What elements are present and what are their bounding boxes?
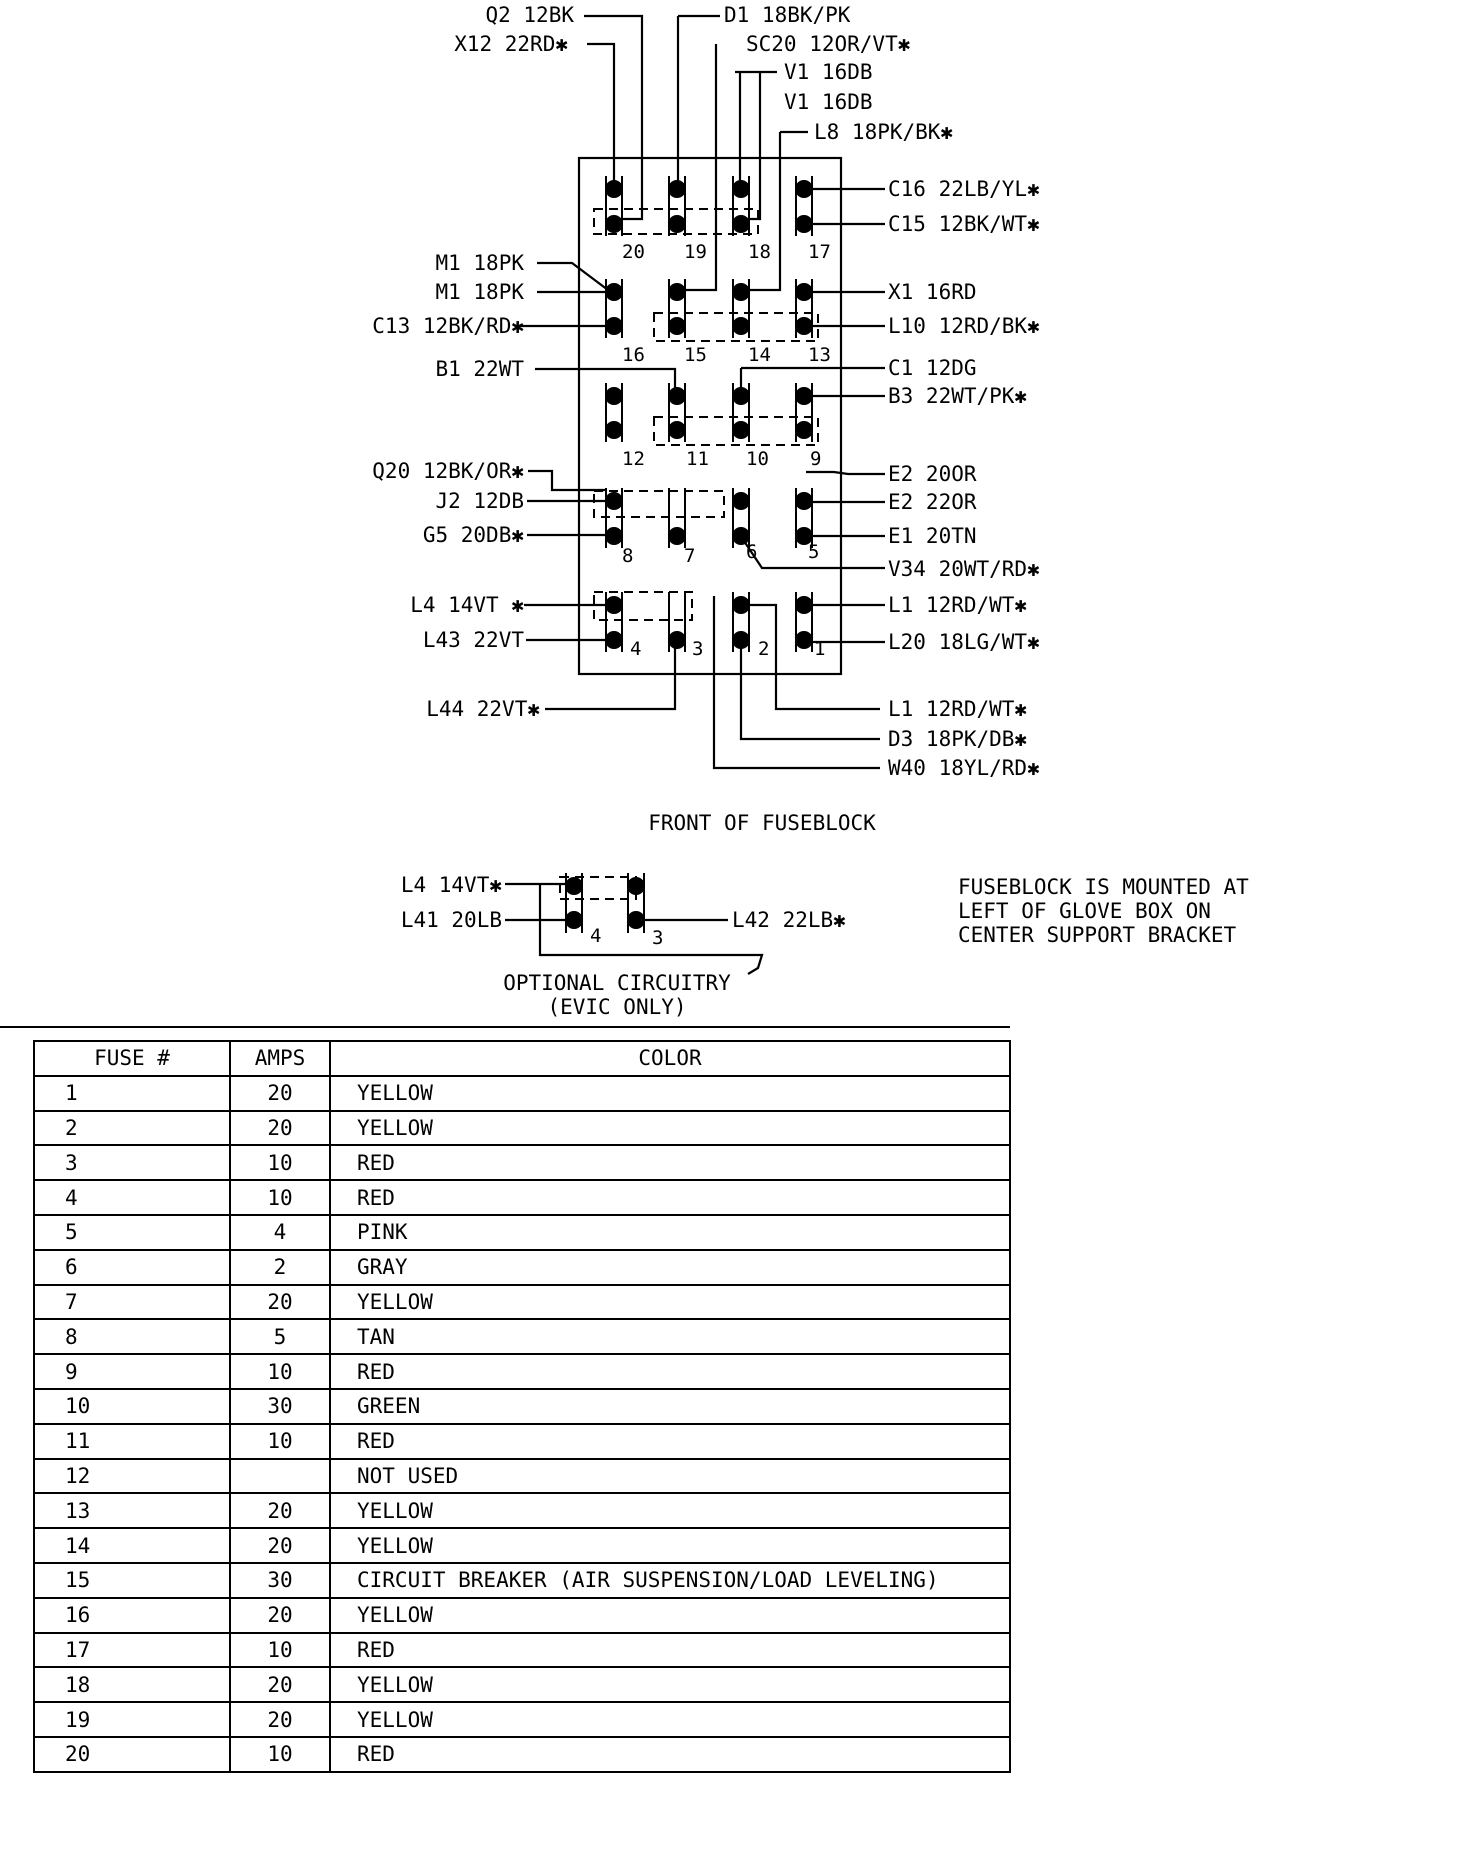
wire-m1-b: M1 18PK — [435, 280, 524, 304]
table-row — [34, 1737, 1010, 1772]
cell-amps: 20 — [230, 1285, 330, 1320]
cell-amps: 20 — [230, 1493, 330, 1528]
table-row — [34, 1459, 1010, 1494]
cell-amps: 30 — [230, 1563, 330, 1598]
cell-fuse: 15 — [34, 1563, 230, 1598]
table-row — [34, 1285, 1010, 1320]
wire-l10: L10 12RD/BK✱ — [888, 314, 1040, 338]
note-line-3: CENTER SUPPORT BRACKET — [958, 923, 1237, 947]
wire-l20: L20 18LG/WT✱ — [888, 630, 1040, 654]
cell-fuse: 9 — [34, 1354, 230, 1389]
opt-wire-l41: L41 20LB — [400, 908, 502, 932]
wire-m1-a: M1 18PK — [435, 251, 524, 275]
wire-q2: Q2 12BK — [485, 3, 574, 27]
wire-d3: D3 18PK/DB✱ — [888, 727, 1028, 751]
opt-pin-4: 4 — [590, 925, 602, 947]
cell-fuse: 19 — [34, 1702, 230, 1737]
cell-amps: 20 — [230, 1076, 330, 1111]
wire-c1: C1 12DG — [888, 356, 977, 380]
opt-caption-1: OPTIONAL CIRCUITRY — [503, 971, 731, 995]
cell-fuse: 20 — [34, 1737, 230, 1772]
cell-color: YELLOW — [330, 1702, 1010, 1737]
pin-11: 11 — [686, 448, 709, 470]
pin-9: 9 — [810, 448, 822, 470]
header-color: COLOR — [330, 1041, 1010, 1076]
wire-l8: L8 18PK/BK✱ — [814, 120, 954, 144]
mounting-note — [958, 875, 1249, 947]
table-row — [34, 1389, 1010, 1424]
opt-caption-2: (EVIC ONLY) — [547, 995, 687, 1019]
optional-circuitry — [401, 873, 846, 1019]
cell-color: RED — [330, 1354, 1010, 1389]
wire-q20: Q20 12BK/OR✱ — [372, 459, 524, 483]
cell-amps: 20 — [230, 1111, 330, 1146]
table-row — [34, 1076, 1010, 1111]
wire-v1-b: V1 16DB — [784, 90, 873, 114]
table-row — [34, 1528, 1010, 1563]
cell-amps: 2 — [230, 1250, 330, 1285]
pin-3: 3 — [692, 638, 704, 660]
cell-amps: 10 — [230, 1424, 330, 1459]
table-header-row — [34, 1041, 1010, 1076]
pin-5: 5 — [808, 541, 820, 563]
table-row — [34, 1493, 1010, 1528]
note-line-2: LEFT OF GLOVE BOX ON — [958, 899, 1211, 923]
table-row — [34, 1145, 1010, 1180]
table-row — [34, 1633, 1010, 1668]
pin-17: 17 — [808, 241, 831, 263]
cell-color: GREEN — [330, 1389, 1010, 1424]
cell-amps — [230, 1459, 330, 1494]
cell-amps: 20 — [230, 1528, 330, 1563]
cell-color: YELLOW — [330, 1528, 1010, 1563]
wire-e2-a: E2 20OR — [888, 462, 977, 486]
cell-fuse: 17 — [34, 1633, 230, 1668]
wire-v1-a: V1 16DB — [784, 60, 873, 84]
wire-c15: C15 12BK/WT✱ — [888, 212, 1040, 236]
cell-amps: 10 — [230, 1633, 330, 1668]
pin-13: 13 — [808, 344, 831, 366]
cell-fuse: 13 — [34, 1493, 230, 1528]
opt-wire-l4: L4 14VT✱ — [400, 873, 502, 897]
cell-color: GRAY — [330, 1250, 1010, 1285]
cell-color: TAN — [330, 1319, 1010, 1354]
note-line-1: FUSEBLOCK IS MOUNTED AT — [958, 875, 1249, 899]
pin-15: 15 — [684, 344, 707, 366]
cell-color: RED — [330, 1424, 1010, 1459]
pin-18: 18 — [748, 241, 771, 263]
cell-fuse: 11 — [34, 1424, 230, 1459]
wire-l43: L43 22VT — [422, 628, 524, 652]
cell-color: RED — [330, 1737, 1010, 1772]
pin-12: 12 — [622, 448, 645, 470]
pin-10: 10 — [746, 448, 769, 470]
cell-fuse: 10 — [34, 1389, 230, 1424]
cell-amps: 10 — [230, 1737, 330, 1772]
cell-fuse: 8 — [34, 1319, 230, 1354]
cell-amps: 10 — [230, 1145, 330, 1180]
pin-20: 20 — [622, 241, 645, 263]
pin-4: 4 — [630, 638, 642, 660]
table-row — [34, 1111, 1010, 1146]
cell-amps: 20 — [230, 1702, 330, 1737]
wire-e2-b: E2 22OR — [888, 490, 977, 514]
cell-fuse: 1 — [34, 1076, 230, 1111]
table-row — [34, 1424, 1010, 1459]
cell-fuse: 6 — [34, 1250, 230, 1285]
cell-fuse: 5 — [34, 1215, 230, 1250]
wire-v34: V34 20WT/RD✱ — [888, 557, 1040, 581]
cell-color: YELLOW — [330, 1285, 1010, 1320]
wire-w40: W40 18YL/RD✱ — [888, 756, 1040, 780]
wire-e1: E1 20TN — [888, 524, 977, 548]
wire-labels-top — [454, 3, 953, 144]
opt-pin-3: 3 — [652, 927, 664, 949]
wire-x12: X12 22RD✱ — [454, 32, 568, 56]
cell-fuse: 7 — [34, 1285, 230, 1320]
fuse-position-numbers — [622, 241, 831, 660]
table-row — [34, 1667, 1010, 1702]
cell-amps: 5 — [230, 1319, 330, 1354]
front-caption: FRONT OF FUSEBLOCK — [648, 811, 876, 835]
table-row — [34, 1250, 1010, 1285]
cell-amps: 10 — [230, 1354, 330, 1389]
table-row — [34, 1319, 1010, 1354]
cell-color: RED — [330, 1633, 1010, 1668]
wire-b1: B1 22WT — [435, 357, 524, 381]
cell-fuse: 12 — [34, 1459, 230, 1494]
fuse-table — [33, 1040, 1011, 1773]
cell-color: PINK — [330, 1215, 1010, 1250]
cell-color: YELLOW — [330, 1667, 1010, 1702]
cell-color: YELLOW — [330, 1598, 1010, 1633]
pin-19: 19 — [684, 241, 707, 263]
wire-l44: L44 22VT✱ — [426, 697, 540, 721]
cell-color: YELLOW — [330, 1111, 1010, 1146]
cell-amps: 30 — [230, 1389, 330, 1424]
wire-l1-a: L1 12RD/WT✱ — [888, 593, 1028, 617]
opt-wire-l42: L42 22LB✱ — [732, 908, 846, 932]
header-amps: AMPS — [230, 1041, 330, 1076]
cell-amps: 20 — [230, 1667, 330, 1702]
cell-fuse: 16 — [34, 1598, 230, 1633]
cell-fuse: 2 — [34, 1111, 230, 1146]
wire-j2: J2 12DB — [435, 489, 524, 513]
wire-c13: C13 12BK/RD✱ — [372, 314, 524, 338]
table-row — [34, 1702, 1010, 1737]
pin-16: 16 — [622, 344, 645, 366]
wire-x1: X1 16RD — [888, 280, 977, 304]
pin-8: 8 — [622, 545, 634, 567]
cell-color: YELLOW — [330, 1076, 1010, 1111]
pin-6: 6 — [746, 541, 758, 563]
cell-fuse: 18 — [34, 1667, 230, 1702]
wire-sc20: SC20 12OR/VT✱ — [746, 32, 911, 56]
cell-fuse: 14 — [34, 1528, 230, 1563]
cell-color: CIRCUIT BREAKER (AIR SUSPENSION/LOAD LEVELING) — [330, 1563, 1010, 1598]
wire-b3: B3 22WT/PK✱ — [888, 384, 1028, 408]
wire-labels-right — [888, 177, 1040, 780]
wire-l4: L4 14VT ✱ — [410, 593, 524, 617]
wire-c16: C16 22LB/YL✱ — [888, 177, 1040, 201]
wire-d1: D1 18BK/PK — [724, 3, 851, 27]
cell-amps: 20 — [230, 1598, 330, 1633]
table-row — [34, 1180, 1010, 1215]
pin-1: 1 — [814, 638, 826, 660]
cell-amps: 4 — [230, 1215, 330, 1250]
pin-2: 2 — [758, 638, 770, 660]
pin-7: 7 — [684, 545, 696, 567]
cell-fuse: 4 — [34, 1180, 230, 1215]
table-row — [34, 1598, 1010, 1633]
wire-l1-b: L1 12RD/WT✱ — [888, 697, 1028, 721]
cell-color: NOT USED — [330, 1459, 1010, 1494]
table-row — [34, 1215, 1010, 1250]
wire-labels-left — [372, 251, 540, 721]
cell-fuse: 3 — [34, 1145, 230, 1180]
table-row — [34, 1563, 1010, 1598]
cell-color: YELLOW — [330, 1493, 1010, 1528]
header-fuse: FUSE # — [34, 1041, 230, 1076]
pin-14: 14 — [748, 344, 771, 366]
table-row — [34, 1354, 1010, 1389]
cell-color: RED — [330, 1180, 1010, 1215]
cell-amps: 10 — [230, 1180, 330, 1215]
wire-g5: G5 20DB✱ — [422, 523, 524, 547]
cell-color: RED — [330, 1145, 1010, 1180]
